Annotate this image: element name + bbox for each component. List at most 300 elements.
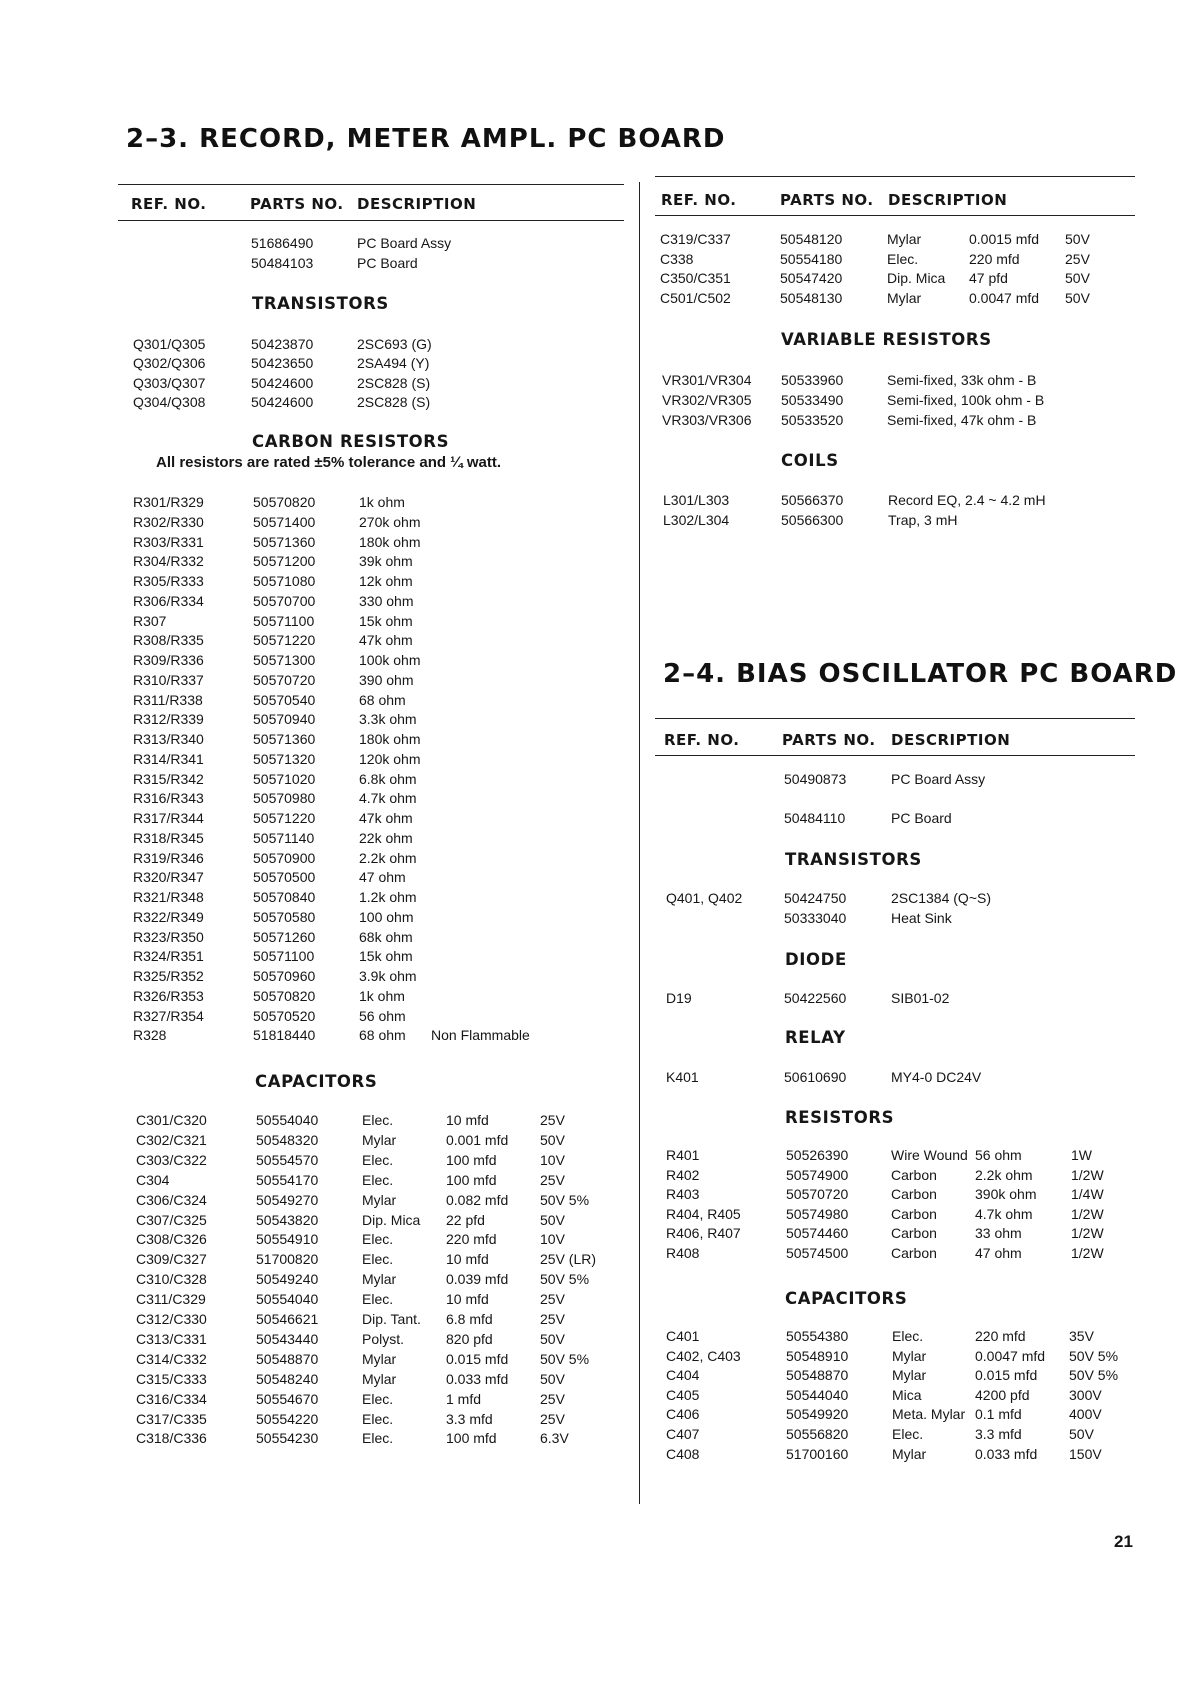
cell-type: Carbon bbox=[891, 1205, 937, 1222]
bias-resistors-heading: RESISTORS bbox=[785, 1108, 895, 1127]
cell-value: 0.015 mfd bbox=[975, 1367, 1038, 1384]
cell-part: 50571260 bbox=[253, 928, 316, 945]
cell-part: 50549240 bbox=[256, 1271, 319, 1288]
cell-desc: 68k ohm bbox=[359, 928, 413, 945]
cell-desc: 2SC693 (G) bbox=[357, 336, 432, 352]
cell-value: 56 ohm bbox=[975, 1147, 1022, 1163]
cell-type: Mylar bbox=[892, 1445, 927, 1462]
cell-desc: Semi-fixed, 100k ohm - B bbox=[887, 392, 1045, 408]
cell-part: 50548910 bbox=[786, 1347, 849, 1364]
cell-rating: 50V bbox=[540, 1131, 565, 1148]
cell-type: Elec. bbox=[362, 1410, 394, 1427]
cell-part: 50526390 bbox=[786, 1147, 849, 1163]
cell-part: 50571100 bbox=[253, 612, 315, 629]
bias-capacitors-heading: CAPACITORS bbox=[785, 1289, 908, 1308]
cell-rating: 50V bbox=[540, 1330, 565, 1347]
cell-rating: 25V bbox=[540, 1410, 565, 1427]
cell-rating: 50V 5% bbox=[1069, 1347, 1119, 1364]
cell-ref: R316/R343 bbox=[133, 790, 204, 807]
cell-type: Elec. bbox=[892, 1426, 924, 1442]
cell-part: 50548870 bbox=[786, 1367, 849, 1384]
cell-ref: R408 bbox=[666, 1245, 700, 1261]
cell-ref: C404 bbox=[666, 1367, 700, 1384]
cell-type: Mylar bbox=[887, 231, 922, 247]
cell-ref: R307 bbox=[133, 612, 167, 629]
header-top-rule bbox=[118, 184, 624, 185]
cell-rating: 1/4W bbox=[1071, 1186, 1104, 1203]
cell-part: 50574980 bbox=[786, 1205, 849, 1222]
cell-type: Mylar bbox=[362, 1350, 397, 1367]
cell-desc: 4.7k ohm bbox=[359, 790, 417, 807]
cell-part: 50570820 bbox=[253, 987, 316, 1004]
cell-value: 390k ohm bbox=[975, 1186, 1037, 1203]
cell-rating: 1/2W bbox=[1071, 1245, 1104, 1261]
variable-resistors-heading: VARIABLE RESISTORS bbox=[781, 330, 992, 349]
diode-heading: DIODE bbox=[785, 950, 847, 969]
cell-ref: L302/L304 bbox=[663, 512, 730, 528]
cell-value: 22 pfd bbox=[446, 1211, 485, 1228]
cell-type: Elec. bbox=[887, 250, 919, 267]
cell-ref: Q304/Q308 bbox=[133, 393, 206, 410]
cell-ref: C318/C336 bbox=[136, 1430, 207, 1447]
cell-ref: C309/C327 bbox=[136, 1251, 207, 1268]
cell-type: Mylar bbox=[362, 1271, 397, 1288]
cell-ref: L301/L303 bbox=[663, 492, 730, 508]
cell-part: 50556820 bbox=[786, 1426, 849, 1442]
cell-type: Elec. bbox=[362, 1251, 394, 1268]
cell-type: Elec. bbox=[362, 1112, 394, 1128]
cell-part: 50333040 bbox=[784, 910, 847, 926]
cell-rating: 50V bbox=[1065, 231, 1090, 247]
transistors-heading: TRANSISTORS bbox=[252, 294, 389, 313]
cell-part: 50570720 bbox=[786, 1186, 849, 1203]
page-number: 21 bbox=[1114, 1532, 1133, 1551]
cell-desc: 390 ohm bbox=[359, 671, 414, 688]
cell-desc: 22k ohm bbox=[359, 829, 413, 846]
cell-desc: 68 ohm bbox=[359, 1027, 406, 1044]
cell-part: 50543440 bbox=[256, 1330, 319, 1347]
cell-part: 50546621 bbox=[256, 1311, 319, 1327]
cell-desc: 180k ohm bbox=[359, 731, 421, 747]
cell-ref: R322/R349 bbox=[133, 908, 204, 925]
cell-ref: R313/R340 bbox=[133, 731, 204, 747]
cell-rating: 1/2W bbox=[1071, 1225, 1104, 1242]
cell-part: 50424600 bbox=[251, 374, 314, 391]
cell-ref: VR302/VR305 bbox=[662, 392, 752, 408]
cell-ref: R323/R350 bbox=[133, 928, 204, 945]
section-title-bias-oscillator: 2–4. BIAS OSCILLATOR PC BOARD bbox=[663, 659, 1178, 689]
cell-desc: 330 ohm bbox=[359, 592, 414, 609]
cell-type: Mylar bbox=[892, 1347, 927, 1364]
cell-rating: 50V bbox=[1065, 289, 1090, 306]
cell-part: 50566370 bbox=[781, 492, 844, 508]
cell-part: 50548320 bbox=[256, 1131, 319, 1148]
cell-ref: R401 bbox=[666, 1147, 700, 1163]
cell-ref: R306/R334 bbox=[133, 592, 204, 609]
cell-part: 50571360 bbox=[253, 533, 316, 550]
cell-value: 6.8 mfd bbox=[446, 1311, 493, 1327]
cell-ref: R319/R346 bbox=[133, 849, 204, 866]
right-column-header-description: DESCRIPTION bbox=[888, 191, 1008, 209]
cell-ref: C314/C332 bbox=[136, 1350, 207, 1367]
capacitors-heading: CAPACITORS bbox=[255, 1072, 378, 1091]
cell-ref: C350/C351 bbox=[660, 270, 731, 286]
cell-part: 50424750 bbox=[784, 890, 847, 906]
cell-desc: 3.3k ohm bbox=[359, 711, 417, 728]
cell-ref: D19 bbox=[666, 990, 692, 1006]
cell-ref: C315/C333 bbox=[136, 1370, 207, 1387]
cell-part: 50570700 bbox=[253, 592, 316, 609]
cell-part: 50548240 bbox=[256, 1370, 319, 1387]
cell-desc: 56 ohm bbox=[359, 1007, 406, 1024]
right-header-bottom-rule bbox=[655, 215, 1135, 216]
cell-desc: 2SC828 (S) bbox=[357, 393, 431, 410]
cell-type: Carbon bbox=[891, 1166, 937, 1183]
right-column-header-parts: PARTS NO. bbox=[780, 191, 874, 209]
carbon-resistors-heading: CARBON RESISTORS bbox=[252, 432, 450, 451]
cell-desc: 68 ohm bbox=[359, 691, 406, 708]
cell-desc: 2SC1384 (Q~S) bbox=[891, 890, 991, 906]
cell-ref: C317/C335 bbox=[136, 1410, 207, 1427]
cell-ref: C307/C325 bbox=[136, 1211, 207, 1228]
cell-ref: C406 bbox=[666, 1406, 700, 1423]
cell-rating: 25V bbox=[540, 1112, 565, 1128]
cell-type: Elec. bbox=[362, 1430, 394, 1447]
cell-part: 50574900 bbox=[786, 1166, 849, 1183]
right-column-header-ref: REF. NO. bbox=[661, 191, 737, 209]
cell-rating: 50V bbox=[1065, 270, 1090, 286]
cell-ref: R314/R341 bbox=[133, 750, 204, 767]
bias-transistors-heading: TRANSISTORS bbox=[785, 850, 922, 869]
cell-type: Mylar bbox=[362, 1191, 397, 1208]
cell-desc: Semi-fixed, 47k ohm - B bbox=[887, 412, 1037, 428]
cell-type: Dip. Tant. bbox=[362, 1311, 421, 1327]
cell-value: 2.2k ohm bbox=[975, 1166, 1033, 1183]
cell-value: 0.039 mfd bbox=[446, 1271, 509, 1288]
cell-part: 50570520 bbox=[253, 1007, 316, 1024]
bias-column-header-description: DESCRIPTION bbox=[891, 731, 1011, 749]
cell-ref: R403 bbox=[666, 1186, 700, 1203]
cell-ref: C304 bbox=[136, 1171, 170, 1188]
cell-ref: R310/R337 bbox=[133, 671, 204, 688]
cell-part: 50554910 bbox=[256, 1231, 319, 1248]
cell-ref: C301/C320 bbox=[136, 1112, 207, 1128]
cell-part: 50547420 bbox=[780, 270, 843, 286]
relay-heading: RELAY bbox=[785, 1028, 846, 1047]
cell-part: 50571400 bbox=[253, 513, 316, 530]
cell-ref: R301/R329 bbox=[133, 494, 204, 510]
cell-desc: 47k ohm bbox=[359, 632, 413, 649]
cell-part: 50571320 bbox=[253, 750, 316, 767]
cell-type: Mylar bbox=[887, 289, 922, 306]
cell-ref: R308/R335 bbox=[133, 632, 204, 649]
cell-part: 50549920 bbox=[786, 1406, 849, 1423]
cell-rating: 35V bbox=[1069, 1328, 1094, 1344]
cell-part: 50554220 bbox=[256, 1410, 319, 1427]
cell-desc: SIB01-02 bbox=[891, 990, 950, 1006]
cell-part: 50570900 bbox=[253, 849, 316, 866]
cell-part: 50570820 bbox=[253, 494, 316, 510]
cell-desc: 12k ohm bbox=[359, 573, 413, 589]
cell-part: 50533490 bbox=[781, 392, 844, 408]
cell-value: 33 ohm bbox=[975, 1225, 1022, 1242]
bias-column-header-parts: PARTS NO. bbox=[782, 731, 876, 749]
cell-part: 50554670 bbox=[256, 1390, 319, 1407]
cell-part: 50566300 bbox=[781, 512, 844, 528]
cell-value: 220 mfd bbox=[969, 250, 1020, 267]
cell-desc: 6.8k ohm bbox=[359, 770, 417, 787]
cell-ref: R311/R338 bbox=[133, 691, 203, 708]
cell-ref: R404, R405 bbox=[666, 1205, 741, 1222]
cell-rating: 25V bbox=[540, 1291, 565, 1308]
cell-part: 51700820 bbox=[256, 1251, 319, 1268]
cell-rating: 50V bbox=[540, 1370, 565, 1387]
cell-rating: 50V 5% bbox=[540, 1271, 590, 1288]
cell-ref: C306/C324 bbox=[136, 1191, 207, 1208]
cell-part: 50610690 bbox=[784, 1069, 847, 1085]
cell-ref: R309/R336 bbox=[133, 652, 204, 668]
cell-desc: 2SA494 (Y) bbox=[357, 355, 430, 372]
cell-desc: 39k ohm bbox=[359, 553, 413, 570]
cell-ref: R315/R342 bbox=[133, 770, 204, 787]
cell-type: Elec. bbox=[362, 1390, 394, 1407]
bias-column-header-ref: REF. NO. bbox=[664, 731, 740, 749]
cell-part: 50571360 bbox=[253, 731, 316, 747]
cell-desc: 15k ohm bbox=[359, 948, 413, 965]
cell-part: 50570840 bbox=[253, 889, 316, 905]
cell-ref: C313/C331 bbox=[136, 1330, 207, 1347]
cell-ref: C302/C321 bbox=[136, 1131, 207, 1148]
cell-value: 0.1 mfd bbox=[975, 1406, 1022, 1423]
cell-ref: R327/R354 bbox=[133, 1007, 204, 1024]
cell-part: 50571020 bbox=[253, 770, 316, 787]
cell-ref: C338 bbox=[660, 250, 694, 267]
cell-value: 3.3 mfd bbox=[975, 1426, 1022, 1442]
cell-value: 0.033 mfd bbox=[975, 1445, 1038, 1462]
bias-header-bottom-rule bbox=[655, 755, 1135, 756]
cell-rating: 1/2W bbox=[1071, 1205, 1104, 1222]
cell-part: 51818440 bbox=[253, 1027, 316, 1044]
cell-type: Polyst. bbox=[362, 1330, 405, 1347]
cell-rating: 400V bbox=[1069, 1406, 1102, 1423]
cell-part: 50554570 bbox=[256, 1151, 319, 1168]
cell-ref: R324/R351 bbox=[133, 948, 204, 965]
cell-ref: R304/R332 bbox=[133, 553, 204, 570]
right-header-top-rule bbox=[655, 176, 1135, 177]
cell-ref: R303/R331 bbox=[133, 533, 204, 550]
cell-ref: R321/R348 bbox=[133, 889, 204, 905]
cell-value: 3.3 mfd bbox=[446, 1410, 493, 1427]
cell-ref: R406, R407 bbox=[666, 1225, 741, 1242]
cell-part: 50570980 bbox=[253, 790, 316, 807]
cell-part: 50570940 bbox=[253, 711, 316, 728]
cell-type: Elec. bbox=[362, 1151, 394, 1168]
cell-type: Carbon bbox=[891, 1186, 937, 1203]
cell-type: Wire Wound bbox=[891, 1147, 968, 1163]
cell-value: 10 mfd bbox=[446, 1112, 489, 1128]
column-header-description: DESCRIPTION bbox=[357, 195, 477, 213]
cell-ref: R302/R330 bbox=[133, 513, 204, 530]
cell-rating: 25V bbox=[540, 1171, 565, 1188]
cell-ref: C402, C403 bbox=[666, 1347, 741, 1364]
cell-desc: PC Board bbox=[891, 810, 952, 826]
cell-desc: Trap, 3 mH bbox=[888, 512, 958, 528]
cell-ref: R318/R345 bbox=[133, 829, 204, 846]
cell-part: 50548130 bbox=[780, 289, 843, 306]
cell-part: 51686490 bbox=[251, 235, 314, 251]
cell-type: Meta. Mylar bbox=[892, 1406, 966, 1423]
cell-ref: VR301/VR304 bbox=[662, 372, 752, 388]
cell-rating: 25V bbox=[540, 1311, 565, 1327]
cell-value: 0.015 mfd bbox=[446, 1350, 509, 1367]
cell-type: Elec. bbox=[362, 1291, 394, 1308]
cell-value: 0.001 mfd bbox=[446, 1131, 509, 1148]
cell-part: 50571220 bbox=[253, 632, 316, 649]
cell-ref: VR303/VR306 bbox=[662, 412, 752, 428]
cell-ref: R326/R353 bbox=[133, 987, 204, 1004]
cell-desc: 180k ohm bbox=[359, 533, 421, 550]
cell-rating: 1/2W bbox=[1071, 1166, 1104, 1183]
cell-ref: C308/C326 bbox=[136, 1231, 207, 1248]
cell-desc: Semi-fixed, 33k ohm - B bbox=[887, 372, 1037, 388]
cell-value: 0.0015 mfd bbox=[969, 231, 1040, 247]
cell-value: 220 mfd bbox=[975, 1328, 1026, 1344]
cell-desc: 270k ohm bbox=[359, 513, 421, 530]
cell-type: Mica bbox=[892, 1386, 922, 1403]
cell-ref: C311/C329 bbox=[136, 1291, 206, 1308]
cell-part: 51700160 bbox=[786, 1445, 849, 1462]
cell-part: 50570960 bbox=[253, 968, 316, 984]
cell-rating: 25V bbox=[1065, 250, 1090, 267]
cell-ref: Q303/Q307 bbox=[133, 374, 206, 391]
cell-ref: K401 bbox=[666, 1069, 699, 1085]
cell-desc: 1k ohm bbox=[359, 494, 405, 510]
cell-desc: 15k ohm bbox=[359, 612, 413, 629]
cell-type: Elec. bbox=[362, 1171, 394, 1188]
cell-part: 50484103 bbox=[251, 255, 314, 271]
cell-extra: Non Flammable bbox=[431, 1027, 530, 1044]
cell-desc: PC Board Assy bbox=[891, 771, 986, 787]
cell-ref: C303/C322 bbox=[136, 1151, 207, 1168]
cell-part: 50533520 bbox=[781, 412, 844, 428]
cell-part: 50574500 bbox=[786, 1245, 849, 1261]
cell-part: 50571080 bbox=[253, 573, 316, 589]
cell-part: 50544040 bbox=[786, 1386, 849, 1403]
cell-desc: PC Board bbox=[357, 255, 418, 271]
cell-rating: 50V 5% bbox=[540, 1191, 590, 1208]
cell-ref: R325/R352 bbox=[133, 968, 204, 984]
cell-value: 820 pfd bbox=[446, 1330, 493, 1347]
cell-rating: 50V bbox=[540, 1211, 565, 1228]
cell-desc: Heat Sink bbox=[891, 910, 952, 926]
cell-part: 50423650 bbox=[251, 355, 314, 372]
cell-ref: Q302/Q306 bbox=[133, 355, 206, 372]
cell-part: 50571140 bbox=[253, 829, 315, 846]
cell-desc: 47 ohm bbox=[359, 869, 406, 886]
cell-rating: 50V bbox=[1069, 1426, 1094, 1442]
cell-rating: 10V bbox=[540, 1231, 565, 1248]
cell-part: 50570500 bbox=[253, 869, 316, 886]
cell-desc: 2.2k ohm bbox=[359, 849, 417, 866]
cell-ref: C405 bbox=[666, 1386, 700, 1403]
cell-desc: 100 ohm bbox=[359, 908, 414, 925]
cell-part: 50548870 bbox=[256, 1350, 319, 1367]
cell-part: 50543820 bbox=[256, 1211, 319, 1228]
cell-part: 50570580 bbox=[253, 908, 316, 925]
cell-value: 4200 pfd bbox=[975, 1386, 1030, 1403]
cell-ref: R317/R344 bbox=[133, 810, 204, 826]
cell-rating: 25V bbox=[540, 1390, 565, 1407]
cell-part: 50424600 bbox=[251, 393, 314, 410]
cell-ref: C312/C330 bbox=[136, 1311, 207, 1327]
cell-desc: 100k ohm bbox=[359, 652, 421, 668]
cell-part: 50570720 bbox=[253, 671, 316, 688]
section-title-record-meter: 2–3. RECORD, METER AMPL. PC BOARD bbox=[126, 124, 726, 154]
cell-part: 50571100 bbox=[253, 948, 315, 965]
cell-type: Mylar bbox=[892, 1367, 927, 1384]
cell-value: 100 mfd bbox=[446, 1430, 497, 1447]
cell-desc: 120k ohm bbox=[359, 750, 421, 767]
cell-part: 50554380 bbox=[786, 1328, 849, 1344]
carbon-resistors-note: All resistors are rated ±5% tolerance and ¼ watt. bbox=[156, 454, 502, 471]
column-header-parts: PARTS NO. bbox=[250, 195, 344, 213]
cell-rating: 150V bbox=[1069, 1445, 1102, 1462]
cell-value: 47 pfd bbox=[969, 270, 1008, 286]
cell-part: 50554230 bbox=[256, 1430, 319, 1447]
cell-ref: R305/R333 bbox=[133, 573, 204, 589]
cell-type: Carbon bbox=[891, 1245, 937, 1261]
cell-ref: C310/C328 bbox=[136, 1271, 207, 1288]
column-divider bbox=[639, 182, 640, 1504]
cell-ref: R402 bbox=[666, 1166, 700, 1183]
cell-part: 50574460 bbox=[786, 1225, 849, 1242]
cell-rating: 50V 5% bbox=[1069, 1367, 1119, 1384]
cell-rating: 25V (LR) bbox=[540, 1251, 597, 1268]
cell-type: Elec. bbox=[892, 1328, 924, 1344]
cell-part: 50533960 bbox=[781, 372, 844, 388]
cell-part: 50571200 bbox=[253, 553, 316, 570]
cell-part: 50490873 bbox=[784, 771, 847, 787]
cell-part: 50571220 bbox=[253, 810, 316, 826]
cell-value: 10 mfd bbox=[446, 1251, 489, 1268]
cell-ref: C408 bbox=[666, 1445, 700, 1462]
cell-value: 0.0047 mfd bbox=[975, 1347, 1046, 1364]
cell-value: 0.033 mfd bbox=[446, 1370, 509, 1387]
cell-desc: Record EQ, 2.4 ~ 4.2 mH bbox=[888, 492, 1046, 508]
bias-header-top-rule bbox=[655, 718, 1135, 719]
cell-value: 4.7k ohm bbox=[975, 1205, 1033, 1222]
cell-ref: C319/C337 bbox=[660, 231, 731, 247]
cell-type: Dip. Mica bbox=[362, 1211, 421, 1228]
cell-part: 50548120 bbox=[780, 231, 843, 247]
cell-value: 47 ohm bbox=[975, 1245, 1022, 1261]
cell-ref: C501/C502 bbox=[660, 289, 731, 306]
cell-value: 0.082 mfd bbox=[446, 1191, 509, 1208]
coils-heading: COILS bbox=[781, 451, 839, 470]
cell-part: 50554040 bbox=[256, 1112, 319, 1128]
cell-desc: 3.9k ohm bbox=[359, 968, 417, 984]
cell-desc: 1k ohm bbox=[359, 987, 405, 1004]
cell-ref: Q401, Q402 bbox=[666, 890, 743, 906]
cell-ref: C316/C334 bbox=[136, 1390, 207, 1407]
cell-part: 50570540 bbox=[253, 691, 316, 708]
cell-rating: 6.3V bbox=[540, 1430, 569, 1447]
column-header-ref: REF. NO. bbox=[131, 195, 207, 213]
cell-ref: R328 bbox=[133, 1027, 167, 1044]
header-bottom-rule bbox=[118, 220, 624, 221]
cell-value: 10 mfd bbox=[446, 1291, 489, 1308]
cell-value: 100 mfd bbox=[446, 1151, 497, 1168]
